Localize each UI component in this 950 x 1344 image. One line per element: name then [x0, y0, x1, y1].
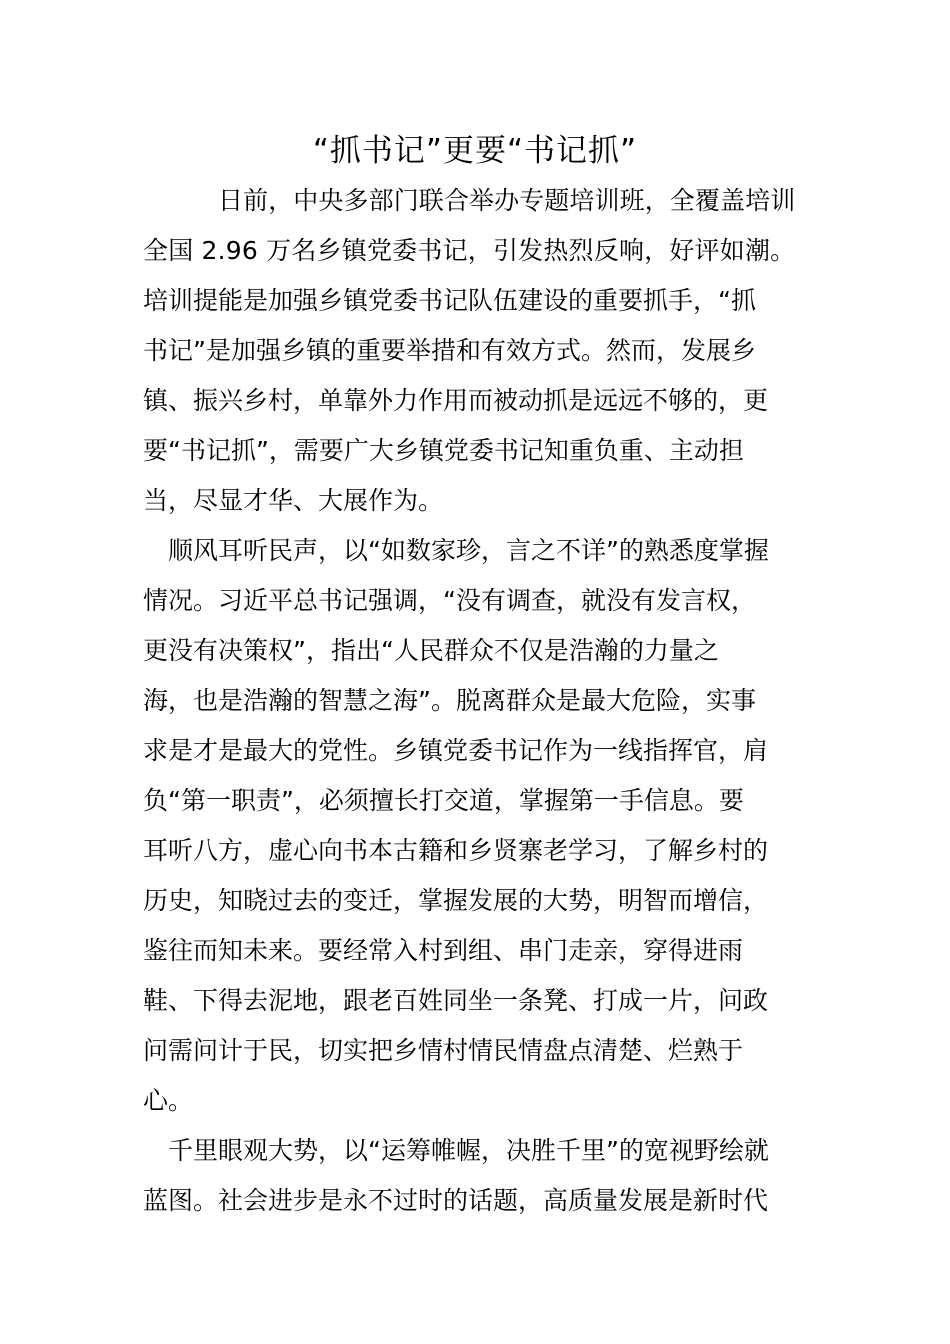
- paragraph-1-line-3: 培训提能是加强乡镇党委书记队伍建设的重要抓手，“抓: [143, 286, 756, 315]
- paragraph-1-line-6: 要“书记抓”，需要广大乡镇党委书记知重负重、主动担: [143, 436, 744, 465]
- paragraph-1-line-5: 镇、振兴乡村，单靠外力作用而被动抓是远远不够的，更: [143, 386, 769, 415]
- paragraph-2-line-5: 求是才是最大的党性。乡镇党委书记作为一线指挥官，肩: [143, 736, 769, 765]
- page-title: “抓书记”更要“书记抓”: [312, 133, 638, 169]
- paragraph-2-line-11: 问需问计于民，切实把乡情村情民情盘点清楚、烂熟于: [143, 1036, 744, 1065]
- paragraph-1-line-7: 当，尽显才华、大展作为。: [143, 486, 444, 515]
- paragraph-1-line-1: 日前，中央多部门联合举办专题培训班，全覆盖培训: [218, 186, 796, 215]
- paragraph-3-line-1: 千里眼观大势，以“运筹帷幄，决胜千里”的宽视野绘就: [168, 1136, 769, 1165]
- paragraph-2-line-7: 耳听八方，虚心向书本古籍和乡贤寨老学习，了解乡村的: [143, 836, 769, 865]
- paragraph-2-line-12: 心。: [143, 1086, 194, 1115]
- paragraph-2-line-8: 历史，知晓过去的变迁，掌握发展的大势，明智而增信，: [143, 886, 769, 915]
- paragraph-2-line-2: 情况。习近平总书记强调，“没有调查，就没有发言权，: [143, 586, 756, 615]
- paragraph-3-line-2: 蓝图。社会进步是永不过时的话题，高质量发展是新时代: [143, 1186, 769, 1215]
- paragraph-2-line-10: 鞋、下得去泥地，跟老百姓同坐一条凳、打成一片，问政: [143, 986, 769, 1015]
- paragraph-2-line-9: 鉴往而知未来。要经常入村到组、串门走亲，穿得进雨: [143, 936, 744, 965]
- paragraph-1-line-2: 全国 2.96 万名乡镇党委书记，引发热烈反响，好评如潮。: [143, 236, 796, 265]
- paragraph-1-line-4: 书记”是加强乡镇的重要举措和有效方式。然而，发展乡: [143, 336, 756, 365]
- paragraph-2-line-3: 更没有决策权”，指出“人民群众不仅是浩瀚的力量之: [143, 636, 719, 665]
- paragraph-2-line-4: 海，也是浩瀚的智慧之海”。脱离群众是最大危险，实事: [143, 686, 756, 715]
- paragraph-2-line-6: 负“第一职责”，必须擅长打交道，掌握第一手信息。要: [143, 786, 744, 815]
- paragraph-2-line-1: 顺风耳听民声，以“如数家珍，言之不详”的熟悉度掌握: [168, 536, 769, 565]
